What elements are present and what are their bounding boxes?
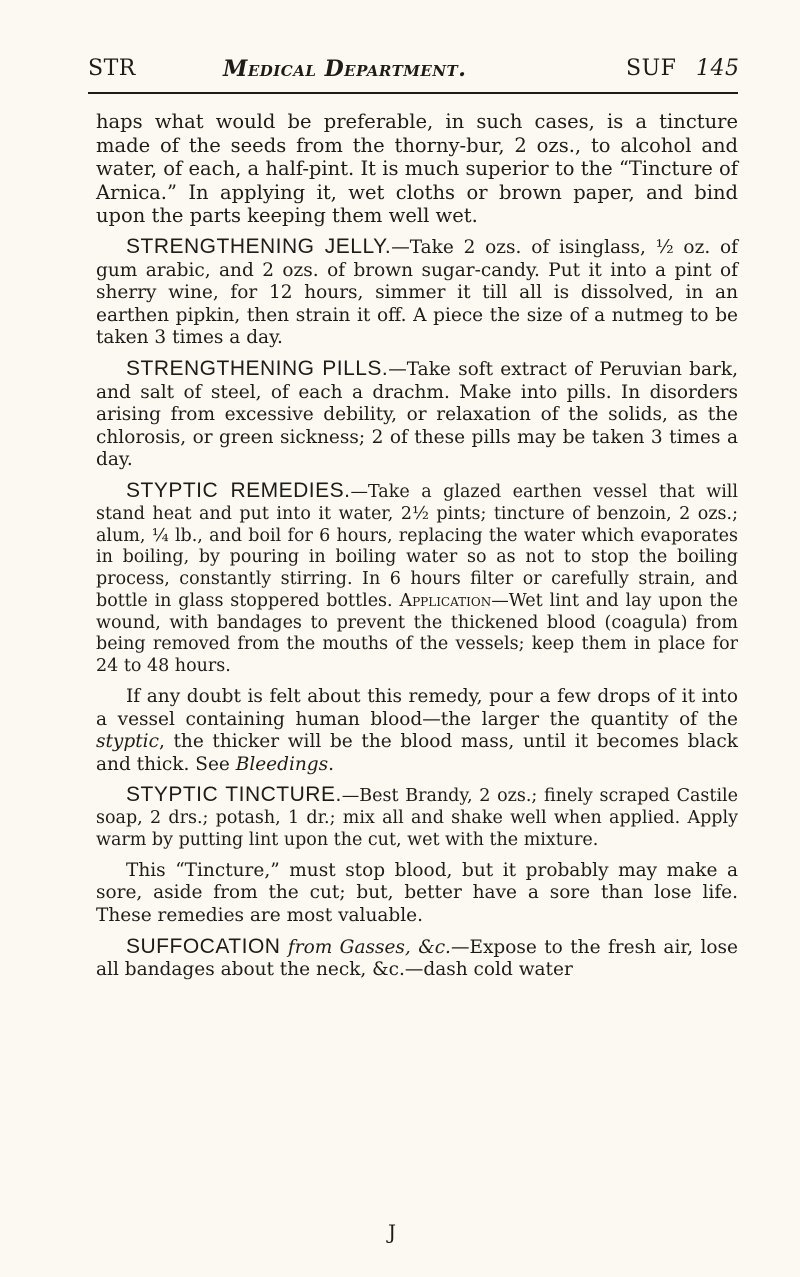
doubt-text-before: If any doubt is felt about this remedy, pour a few drops of it into a vessel containing human blood—the larger the quantity of the [96,686,738,730]
entry-body: —Take soft extract of Peruvian bark, and salt of steel, of each a drachm. Make into pills. In disorders arising from excessive debility, or relaxation of the solids, as the chlorosis, or green sickness; 2 of these pills may be taken 3 times a day. [96,358,738,471]
running-head-right: SUF [626,56,677,81]
paragraph-styptic-doubt [96,686,738,776]
entry-subheading: from Gasses, &c. [287,936,451,958]
entry-heading: STYPTIC TINCTURE. [126,783,342,807]
cross-reference: Bleedings [235,753,329,775]
entry-body: —Expose to the fresh air, lose all bandages about the neck, &c.—dash cold water [96,936,738,981]
entry-strengthening-jelly [96,236,738,350]
tincture-note-text: This “Tincture,” must stop blood, but it probably may make a sore, aside from the cut; but, better have a sore than lose life. These remedies are most valuable. [96,859,738,927]
entry-heading: STRENGTHENING PILLS. [126,356,389,380]
entry-body: —Best Brandy, 2 ozs.; finely scraped Castile soap, 2 drs.; potash, 1 dr.; mix all and shake well when applied. Apply warm by putting lint upon the cut, wet with the mixture. [96,786,738,851]
application-label: Application [399,590,492,611]
doubt-end: . [328,753,335,775]
signature-mark: J [388,1220,397,1244]
entry-heading: SUFFOCATION [126,934,281,958]
entry-heading: STRENGTHENING JELLY. [126,234,392,258]
entry-body: —Take 2 ozs. of isinglass, ½ oz. of gum arabic, and 2 ozs. of brown sugar-candy. Put it into a pint of sherry wine, for 12 hours, simmer it till all is dissolved, in an earthen pipkin, then strain it off. A piece the size of a nutmeg to be taken 3 times a day. [96,236,738,349]
entry-suffocation [96,936,738,982]
paragraph-tincture-note [96,860,738,928]
continuation-text: haps what would be preferable, in such cases, is a tincture made of the seeds from the thorny-bur, 2 ozs., to alcohol and water, of each, a half-pint. It is much superior to the “Tincture of Arnica.” In applying it, wet cloths or brown paper, and bind upon the parts keeping them well wet. [96,110,738,228]
doubt-text-after: , the thicker will be the blood mass, until it becomes black and thick. See [96,731,738,775]
page-text [96,110,738,990]
entry-styptic-tincture [96,784,738,851]
entry-styptic-remedies [96,480,738,678]
entry-strengthening-pills [96,358,738,472]
entry-body: —Take a glazed earthen vessel that will stand heat and put into it water, 2½ pints; tincture of benzoin, 2 ozs.; alum, ¼ lb., and boil for 6 hours, replacing the water which evaporates in boiling, by pouring in boiling water so as not to stop the boiling process, constantly stirring. In 6 hours filter or carefully strain, and bottle in glass stoppered bottles. [96,481,739,611]
paragraph-continuation [96,110,738,228]
entry-heading: STYPTIC REMEDIES. [126,478,351,502]
running-head-title: Medical Department. [223,56,467,82]
header-rule [88,92,738,94]
application-text: —Wet lint and lay upon the wound, with bandages to prevent the thickened blood (coagula) from being removed from the mouths of the vessels; keep them in place for 24 to 48 hours. [96,590,738,677]
running-head-left: STR [88,56,136,81]
running-head [88,56,738,90]
page-number: 145 [696,56,740,81]
styptic-emphasis: styptic [96,731,159,753]
